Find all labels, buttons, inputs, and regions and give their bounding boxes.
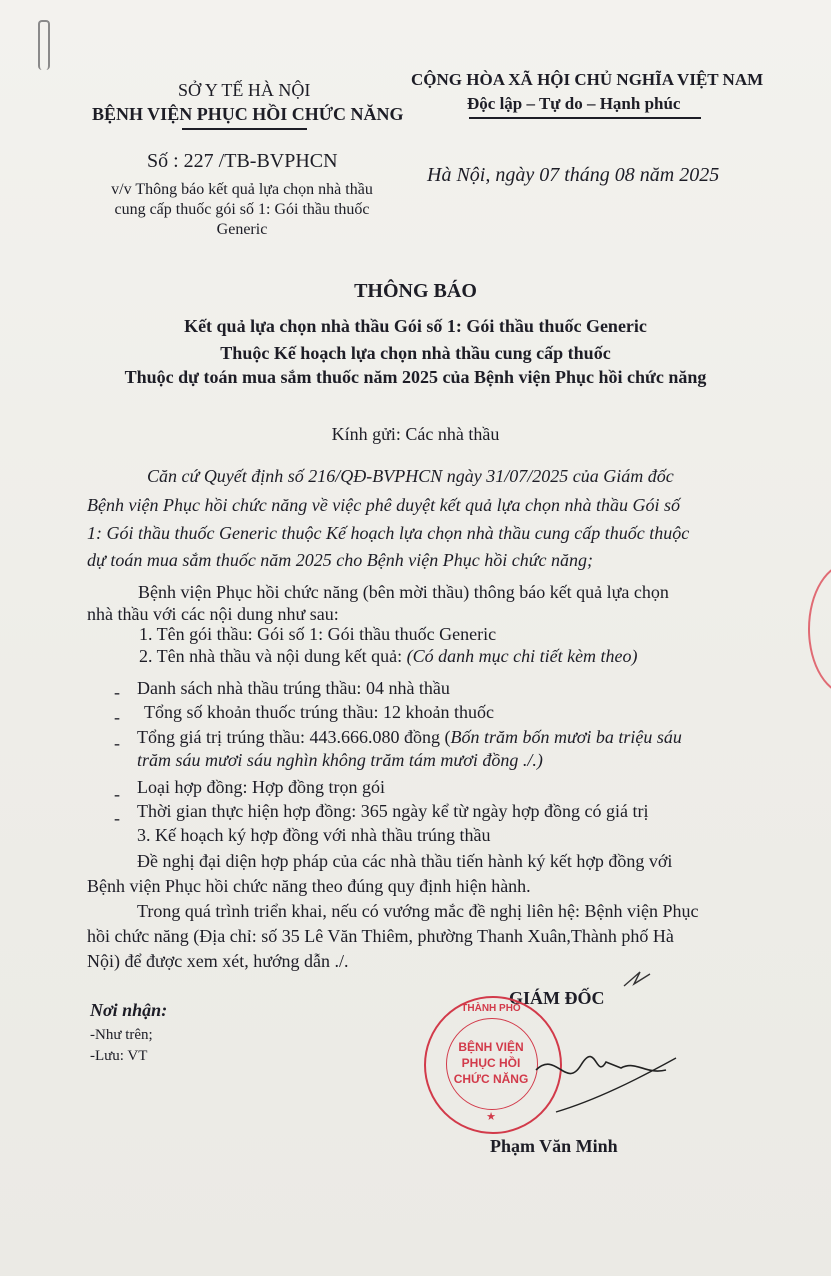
hospital-underline bbox=[182, 128, 307, 130]
subject-line-2: cung cấp thuốc gói số 1: Gói thầu thuốc bbox=[114, 201, 370, 218]
basis-line-2: Bệnh viện Phục hồi chức năng về việc phê duyệt kết quả lựa chọn nhà thầu Gói số bbox=[87, 495, 680, 515]
bullet-winners: Danh sách nhà thầu trúng thầu: 04 nhà thầu bbox=[137, 678, 450, 698]
bullet-items: Tổng số khoản thuốc trúng thầu: 12 khoản thuốc bbox=[144, 702, 494, 722]
bullet-duration: Thời gian thực hiện hợp đồng: 365 ngày kể từ ngày hợp đồng có giá trị bbox=[137, 801, 649, 821]
intro-line-1: Bệnh viện Phục hồi chức năng (bên mời thầu) thông báo kết quả lựa chọn bbox=[138, 582, 669, 602]
basis-line-3: 1: Gói thầu thuốc Generic thuộc Kế hoạch lựa chọn nhà thầu cung cấp thuốc thuộc bbox=[87, 523, 690, 543]
contact-line-1: Trong quá trình triển khai, nếu có vướng mắc đề nghị liên hệ: Bệnh viện Phục bbox=[137, 901, 699, 921]
signer-name: Phạm Văn Minh bbox=[490, 1136, 618, 1156]
bullet-dash-1: - bbox=[114, 682, 120, 702]
bullet-value-words-2: trăm sáu mươi sáu nghìn không trăm tám mươi đồng ./.) bbox=[137, 750, 543, 770]
item-3: 3. Kế hoạch ký hợp đồng với nhà thầu trúng thầu bbox=[137, 825, 491, 845]
bullet-dash-4: - bbox=[114, 784, 120, 804]
recipients-label: Nơi nhận: bbox=[90, 1000, 168, 1020]
item-2 bbox=[139, 645, 638, 667]
seal-top-text: THÀNH PHỐ bbox=[461, 1003, 521, 1014]
signer-role: GIÁM ĐỐC bbox=[509, 988, 605, 1008]
bullet-dash-3: - bbox=[114, 733, 120, 753]
item-2-label: 2. Tên nhà thầu và nội dung kết quả: bbox=[139, 646, 407, 666]
notice-subtitle-1: Kết quả lựa chọn nhà thầu Gói số 1: Gói thầu thuốc Generic bbox=[184, 316, 647, 336]
notice-subtitle-3: Thuộc dự toán mua sắm thuốc năm 2025 của Bệnh viện Phục hồi chức năng bbox=[124, 367, 707, 387]
recipient-item-2: -Lưu: VT bbox=[90, 1048, 148, 1064]
bullet-dash-5: - bbox=[114, 808, 120, 828]
handwritten-signature bbox=[526, 1040, 686, 1120]
seal-text-3: CHỨC NĂNG bbox=[453, 1072, 529, 1086]
basis-line-4: dự toán mua sắm thuốc năm 2025 cho Bệnh viện Phục hồi chức năng; bbox=[87, 550, 594, 570]
bullet-value-words: Bốn trăm bốn mươi ba triệu sáu bbox=[450, 727, 682, 747]
greeting: Kính gửi: Các nhà thầu bbox=[331, 424, 500, 444]
request-line-2: Bệnh viện Phục hồi chức năng theo đúng quy định hiện hành. bbox=[87, 876, 531, 896]
seal-text-1: BỆNH VIỆN bbox=[458, 1040, 524, 1054]
recipient-item-1: -Như trên; bbox=[90, 1027, 153, 1043]
intro-line-2: nhà thầu với các nội dung như sau: bbox=[87, 604, 339, 624]
document-number: Số : 227 /TB-BVPHCN bbox=[147, 150, 338, 172]
republic-name: CỘNG HÒA XÃ HỘI CHỦ NGHĨA VIỆT NAM bbox=[411, 70, 764, 89]
motto-underline bbox=[469, 117, 701, 119]
seal-text-2: PHỤC HỒI bbox=[461, 1056, 521, 1070]
bullet-value bbox=[137, 726, 682, 748]
item-1: 1. Tên gói thầu: Gói số 1: Gói thầu thuốc Generic bbox=[139, 624, 497, 644]
national-motto: Độc lập – Tự do – Hạnh phúc bbox=[467, 94, 681, 113]
bullet-value-amount: Tổng giá trị trúng thầu: 443.666.080 đồng ( bbox=[137, 727, 451, 747]
subject-line-1: v/v Thông báo kết quả lựa chọn nhà thầu bbox=[111, 181, 373, 198]
initial-mark bbox=[620, 966, 656, 992]
place-and-date: Hà Nội, ngày 07 tháng 08 năm 2025 bbox=[427, 164, 720, 186]
contact-line-3: Nội) để được xem xét, hướng dẫn ./. bbox=[87, 951, 349, 971]
contact-line-2: hồi chức năng (Địa chỉ: số 35 Lê Văn Thiêm, phường Thanh Xuân,Thành phố Hà bbox=[87, 926, 674, 946]
item-2-note: (Có danh mục chi tiết kèm theo) bbox=[406, 646, 638, 666]
notice-subtitle-2: Thuộc Kế hoạch lựa chọn nhà thầu cung cấp thuốc bbox=[220, 343, 611, 363]
notice-title: THÔNG BÁO bbox=[354, 280, 477, 302]
bullet-contract-type: Loại hợp đồng: Hợp đồng trọn gói bbox=[137, 777, 386, 797]
department-name: SỞ Y TẾ HÀ NỘI bbox=[178, 80, 311, 100]
staple-mark bbox=[38, 20, 50, 70]
seal-star-icon: ★ bbox=[486, 1111, 496, 1123]
request-line-1: Đề nghị đại diện hợp pháp của các nhà thầu tiến hành ký kết hợp đồng với bbox=[137, 851, 673, 871]
basis-line-1: Căn cứ Quyết định số 216/QĐ-BVPHCN ngày 31/07/2025 của Giám đốc bbox=[147, 466, 674, 486]
bullet-dash-2: - bbox=[114, 707, 120, 727]
partial-seal-edge bbox=[808, 562, 831, 696]
hospital-name: BỆNH VIỆN PHỤC HỒI CHỨC NĂNG bbox=[92, 104, 404, 124]
subject-line-3: Generic bbox=[216, 221, 268, 238]
